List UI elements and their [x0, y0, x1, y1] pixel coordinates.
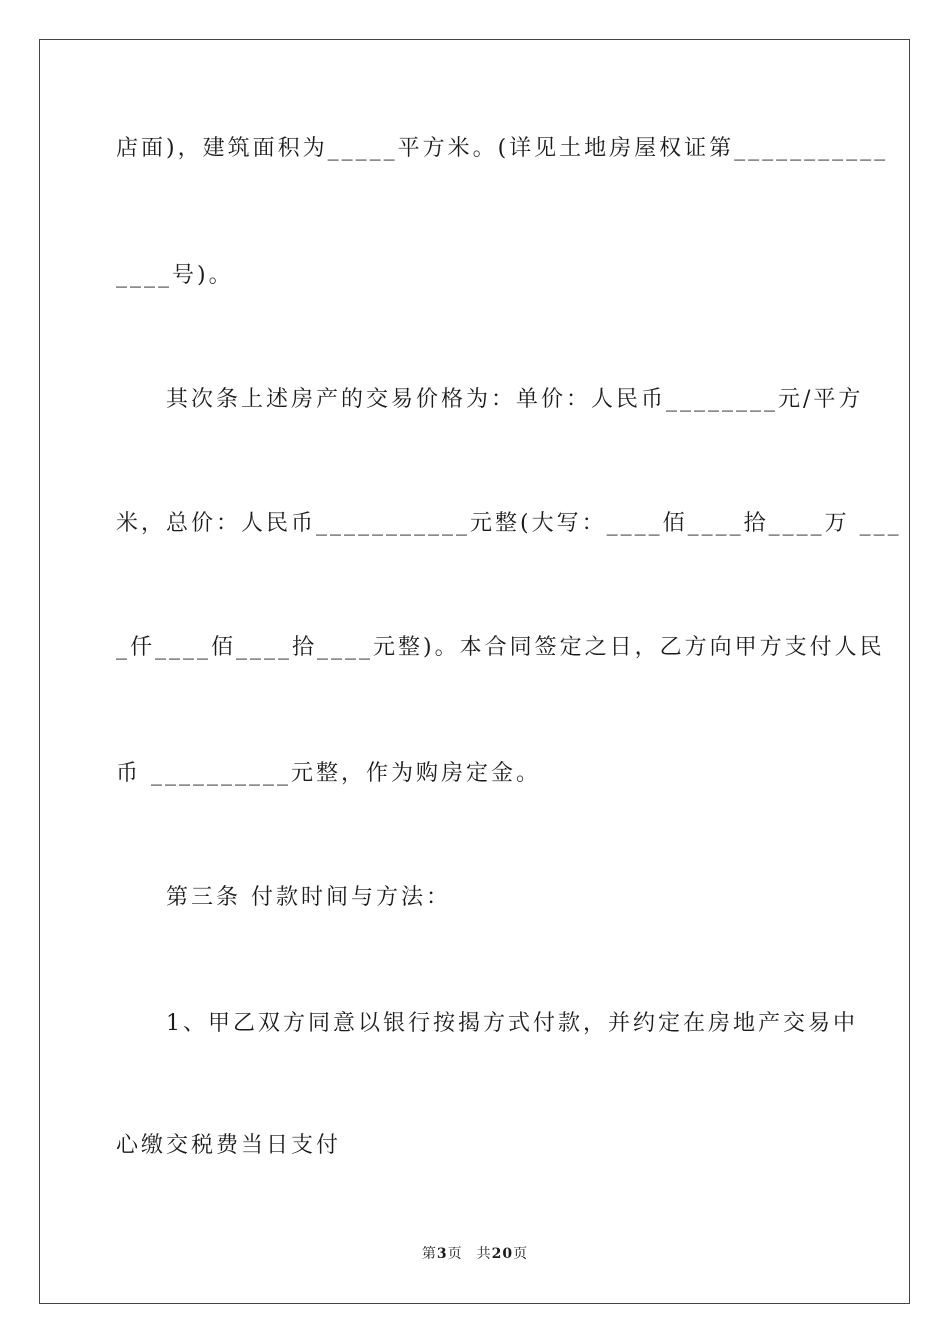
body-line-8: 1、甲乙双方同意以银行按揭方式付款，并约定在房地产交易中	[116, 1011, 858, 1036]
footer-total-prefix: 共	[476, 1246, 492, 1262]
page-border	[39, 39, 910, 1304]
body-line-7: 第三条 付款时间与方法：	[116, 885, 451, 910]
page-footer	[0, 1244, 950, 1264]
footer-total-suffix: 页	[513, 1246, 529, 1262]
body-line-6: 币 __________元整，作为购房定金。	[116, 761, 541, 786]
footer-page-suffix: 页	[447, 1246, 463, 1262]
footer-page-number: 3	[436, 1246, 448, 1262]
body-line-2: ____号)。	[116, 263, 234, 288]
body-line-1: 店面)，建筑面积为_____平方米。(详见土地房屋权证第___________	[116, 136, 889, 161]
footer-page-prefix: 第	[421, 1246, 437, 1262]
body-line-9: 心缴交税费当日支付	[116, 1133, 342, 1158]
footer-total-pages: 20	[491, 1246, 514, 1262]
body-line-4: 米，总价：人民币___________元整(大写：____佰____拾____万 ___	[116, 511, 902, 536]
body-line-5: _仟____佰____拾____元整)。本合同签定之日，乙方向甲方支付人民	[116, 635, 885, 660]
body-line-3: 其次条上述房产的交易价格为：单价：人民币________元/平方	[116, 387, 864, 412]
